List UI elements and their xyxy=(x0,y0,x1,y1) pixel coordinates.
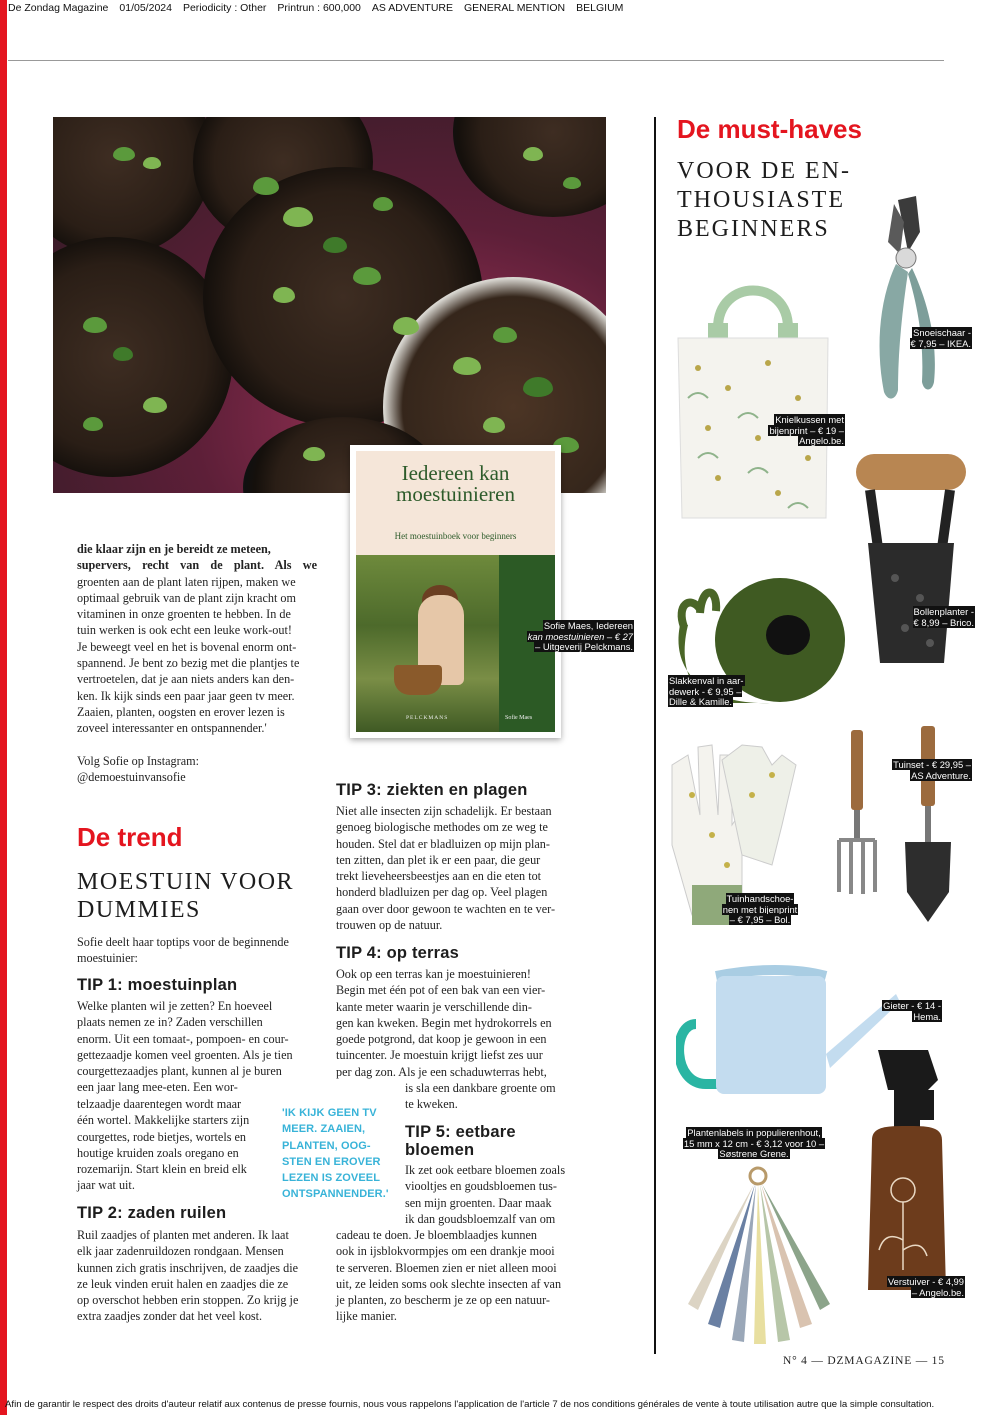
book-title-line1: Iedereen kan xyxy=(401,461,510,485)
kneeling-pad-image xyxy=(668,268,838,528)
caption-line: Slakkenval in aar- xyxy=(669,675,744,686)
caption-line: nen met bijenprint xyxy=(722,903,798,915)
tip4-heading: TIP 4: op terras xyxy=(336,944,460,962)
caption-line: Tuinset - € 29,95 – xyxy=(893,759,971,770)
tool-set-image xyxy=(825,722,975,932)
press-periodicity: Periodicity : Other xyxy=(182,2,267,14)
musthaves-title-line2: THOUSIASTE xyxy=(677,187,845,213)
tool-set-caption xyxy=(872,760,972,781)
book-author: Sofie Maes xyxy=(505,715,533,721)
caption-line: Verstuiver - € 4,99 xyxy=(887,1276,964,1287)
tip5-line: uit, ze leiden soms ook slechte insecten af van xyxy=(336,1276,562,1291)
bulb-planter-image xyxy=(850,448,975,678)
trend-kicker: De trend xyxy=(77,822,183,852)
tip3-line: honderd bladluizen per dag op. Veel plagen xyxy=(336,885,548,900)
tip5-line: ook in ijsblokvormpjes om een drankje mooi xyxy=(336,1244,555,1259)
tip4-line: tuincenter. Je moestuin krijgt liefst zes uur xyxy=(336,1048,543,1063)
garden-gloves-caption xyxy=(708,894,812,926)
tip3-line: gaan over door gewoon te wachten en te ver- xyxy=(336,901,556,916)
watering-can-caption xyxy=(872,1001,942,1022)
trend-lead-line2: moestuinier: xyxy=(77,951,138,966)
caption-line: bijenprint – € 19 – xyxy=(769,424,844,436)
book-publisher: PELCKMANS xyxy=(406,715,449,721)
press-country: BELGIUM xyxy=(576,2,624,14)
caption-line: Bollenplanter - xyxy=(913,606,974,617)
tip4-line: Begin met één pot of een bak van een vier- xyxy=(336,983,546,998)
intro-line: vitaminen in onze groenten te hebben. In de xyxy=(77,607,291,622)
press-date: 01/05/2024 xyxy=(119,2,172,14)
book-title-line2: moestuinieren xyxy=(396,482,515,506)
press-mention: GENERAL MENTION xyxy=(464,2,566,14)
press-brand: AS ADVENTURE xyxy=(371,2,454,14)
tip1-text xyxy=(77,998,317,1096)
tip1-line: enorm. Uit een tomaat-, pompoen- en cour- xyxy=(77,1031,289,1046)
tip4-line: Ook op een terras kan je moestuinieren! xyxy=(336,967,531,981)
tip3-line: trekt lieveheersbeestjes aan en die eten tot xyxy=(336,869,542,884)
tip5-line: lijke manier. xyxy=(336,1309,397,1324)
intro-line: tuin werken is ook echt een leuke work-out! xyxy=(77,623,292,638)
tip4-line: te kweken. xyxy=(405,1097,458,1112)
tip1-line: rozemarijn. Start klein en breid elk xyxy=(77,1162,247,1177)
intro-line: optimaal gebruik van de plant zijn kracht om xyxy=(77,590,296,605)
caption-line: € 7,95 – IKEA. xyxy=(910,337,971,349)
pruning-shears-caption xyxy=(892,328,972,349)
tip5-line: te serveren. Bloemen zien er niet alleen mooi xyxy=(336,1260,557,1275)
caption-line: – Angelo.be. xyxy=(911,1286,964,1298)
press-source: De Zondag Magazine xyxy=(8,2,109,14)
tip5-line: ik dan goudsbloemzalf van om xyxy=(405,1211,556,1226)
intro-paragraph xyxy=(77,541,317,737)
book-caption xyxy=(512,621,634,653)
plant-labels-image xyxy=(678,1160,840,1350)
tip1-line: plaats nemen ze in? Zaden verschillen xyxy=(77,1015,263,1030)
press-footer-disclaimer: Afin de garantir le respect des droits d'auteur relatif aux contenus de presse fournis, nous vous rappelons l'application de l'article 7 de nos conditions générales de vente à toute utilisation autre que la simple consultation. xyxy=(5,1399,935,1410)
caption-line: Dille & Kamille. xyxy=(669,696,733,707)
tip1-line: courgettezaadjes plant, kunnen al je buren xyxy=(77,1064,282,1079)
pruning-shears-image xyxy=(868,192,948,417)
trend-title-line1: MOESTUIN VOOR xyxy=(77,869,295,895)
tip5-line: cadeau te doen. Je bloemblaadjes kunnen xyxy=(336,1228,538,1242)
tip1-line: houtige kruiden zoals oregano en xyxy=(77,1145,239,1160)
caption-line: 15 mm x 12 cm - € 3,12 voor 10 – xyxy=(683,1137,825,1149)
tip4-line: per dag zon. Als je een schaduwterras hebt, xyxy=(336,1064,547,1079)
tip5-heading-line2: bloemen xyxy=(405,1141,475,1159)
tip5-line: je planten, zo bescherm je ze op een natuur- xyxy=(336,1293,550,1308)
tip1-line: courgettes, rode bietjes, wortels en xyxy=(77,1129,246,1144)
tip1-text-narrow xyxy=(77,1096,267,1194)
tip5-line: sen mijn groenten. Daar maak xyxy=(405,1195,552,1210)
tip1-line: één wortel. Makkelijke starters zijn xyxy=(77,1113,250,1128)
book-subtitle: Het moestuinboek voor beginners xyxy=(394,531,517,541)
caption-line: Angelo.be. xyxy=(799,435,844,446)
intro-line: die klaar zijn en je bereidt ze meteen, xyxy=(77,542,271,556)
tip1-heading: TIP 1: moestuinplan xyxy=(77,976,238,994)
instagram-label: Volg Sofie op Instagram: xyxy=(77,754,199,768)
book-cover xyxy=(350,445,561,738)
book-photo xyxy=(356,555,499,732)
musthaves-title-line3: BEGINNERS xyxy=(677,216,830,242)
intro-line: vertroetelen, dat je aan niets anders kan den- xyxy=(77,672,295,687)
caption-line: Søstrene Grene. xyxy=(719,1148,789,1159)
tip3-line: ten zitten, dan plet ik er een paar, die geur xyxy=(336,852,541,867)
musthaves-kicker: De must-haves xyxy=(677,114,862,144)
spray-bottle-image xyxy=(858,1040,968,1300)
musthaves-title-line1: VOOR DE EN- xyxy=(677,158,851,184)
intro-line: spannend. Je bent zo bezig met die plantjes te xyxy=(77,656,300,671)
tip1-line: gettezaadje komen veel groenten. Als je tien xyxy=(77,1047,293,1062)
intro-line: zoveel interessanter en ontspannender.' xyxy=(77,721,267,736)
tip4-text-narrow xyxy=(405,1080,576,1113)
intro-line: supervers, recht van de plant. Als we xyxy=(77,558,317,573)
tip4-line: goede potgrond, dat koop je gewoon in een xyxy=(336,1032,547,1047)
tip5-line: viooltjes en goudsbloemen tus- xyxy=(405,1179,557,1194)
tip4-line: gen kan kweken. Begin met hydrokorrels en xyxy=(336,1015,552,1030)
tip3-line: genoeg biologische methodes om ze weg te xyxy=(336,820,548,835)
caption-line: € 8,99 – Brico. xyxy=(913,616,974,628)
caption-line: dewerk - € 9,95 – xyxy=(669,685,742,697)
tip1-line: een jaar lang mee-eten. Een wor- xyxy=(77,1080,238,1095)
intro-line: groenten aan de plant laten rijpen, maken we xyxy=(77,574,296,589)
book-caption-line3: – Uitgeverij Pelckmans. xyxy=(535,641,633,652)
tip5-heading xyxy=(405,1123,516,1159)
intro-line: ken. Ik kijk sinds een paar jaar geen tv meer. xyxy=(77,688,295,703)
caption-line: Knielkussen met xyxy=(775,414,844,425)
tip2-line: elk jaar zadenruildozen rondgaan. Mensen xyxy=(77,1244,284,1259)
plant-labels-caption xyxy=(673,1128,835,1160)
caption-line: Tuinhandschoe- xyxy=(726,893,794,904)
tip3-text xyxy=(336,803,576,933)
tip1-line: telzaadje daarentegen wordt maar xyxy=(77,1097,242,1111)
header-divider xyxy=(8,60,944,61)
hero-photo-seedlings xyxy=(53,117,606,493)
caption-line: Snoeischaar - xyxy=(913,327,971,338)
tip2-line: kunnen zich gratis inschrijven, de zaadjes die xyxy=(77,1260,298,1275)
tip2-line: ze leuk vinden eruit halen en zaadjes die ze xyxy=(77,1276,289,1291)
instagram-credit xyxy=(77,753,317,786)
tip1-line: Welke planten wil je zetten? En hoeveel xyxy=(77,999,273,1013)
tip5-text xyxy=(336,1227,576,1325)
tip4-line: is sla een dankbare groente om xyxy=(405,1081,556,1095)
tip2-heading: TIP 2: zaden ruilen xyxy=(77,1204,227,1222)
tip3-line: Niet alle insecten zijn schadelijk. Er bestaan xyxy=(336,804,552,818)
pull-quote: 'IK KIJK GEEN TV MEER. ZAAIEN, PLANTEN, OOG-STEN EN EROVER LEZEN IS ZOVEEL ONTSPANNENDER.' xyxy=(282,1107,389,1201)
press-header xyxy=(8,2,634,14)
musthaves-title xyxy=(677,157,851,244)
trend-title xyxy=(77,868,294,924)
tip2-text xyxy=(77,1227,317,1325)
tip5-line: Ik zet ook eetbare bloemen zoals xyxy=(405,1163,566,1177)
tip2-line: Ruil zaadjes of planten met anderen. Ik laat xyxy=(77,1228,289,1242)
tip1-line: jaar wat uit. xyxy=(77,1178,135,1193)
tip4-line: kante meter waarin je verschillende din- xyxy=(336,999,532,1014)
caption-line: Gieter - € 14 - xyxy=(883,1000,941,1011)
caption-line: – € 7,95 – Bol. xyxy=(729,914,791,925)
instagram-handle: @demoestuinvansofie xyxy=(77,770,186,785)
tip2-line: extra zaadjes zonder dat het veel kost. xyxy=(77,1309,263,1324)
book-caption-line1: Sofie Maes, Iedereen xyxy=(543,620,633,631)
tip3-line: trouwen op de natuur. xyxy=(336,918,443,933)
intro-line: Zaaien, planten, oogsten en erover lezen is xyxy=(77,704,285,719)
intro-line: Je beweegt veel en het is bovenal enorm ont- xyxy=(77,639,297,654)
trend-lead xyxy=(77,934,317,967)
tip5-text-narrow xyxy=(405,1162,576,1227)
tip2-line: op overschot hebben erin stoppen. Zo krijg je xyxy=(77,1293,299,1308)
caption-line: Hema. xyxy=(913,1010,941,1022)
press-printrun: Printrun : 600,000 xyxy=(277,2,361,14)
bulb-planter-caption xyxy=(878,607,975,628)
red-edge-bar xyxy=(0,0,7,1415)
trend-title-line2: DUMMIES xyxy=(77,897,201,923)
caption-line: Plantenlabels in populierenhout, xyxy=(687,1127,821,1138)
snail-trap-caption xyxy=(668,676,768,708)
spray-bottle-caption xyxy=(870,1277,965,1298)
page-footer: N° 4 — DZMAGAZINE — 15 xyxy=(783,1355,945,1367)
caption-line: AS Adventure. xyxy=(911,769,971,781)
tip3-heading: TIP 3: ziekten en plagen xyxy=(336,781,528,799)
tip4-text xyxy=(336,966,576,1080)
book-caption-line2: kan moestuinieren – € 27 xyxy=(527,630,633,642)
tip3-line: houden. Stel dat er bladluizen op mijn plan- xyxy=(336,836,550,851)
tip5-heading-line1: TIP 5: eetbare xyxy=(405,1123,516,1141)
trend-lead-line1: Sofie deelt haar toptips voor de beginnende xyxy=(77,935,289,949)
kneeling-pad-caption xyxy=(745,415,845,447)
